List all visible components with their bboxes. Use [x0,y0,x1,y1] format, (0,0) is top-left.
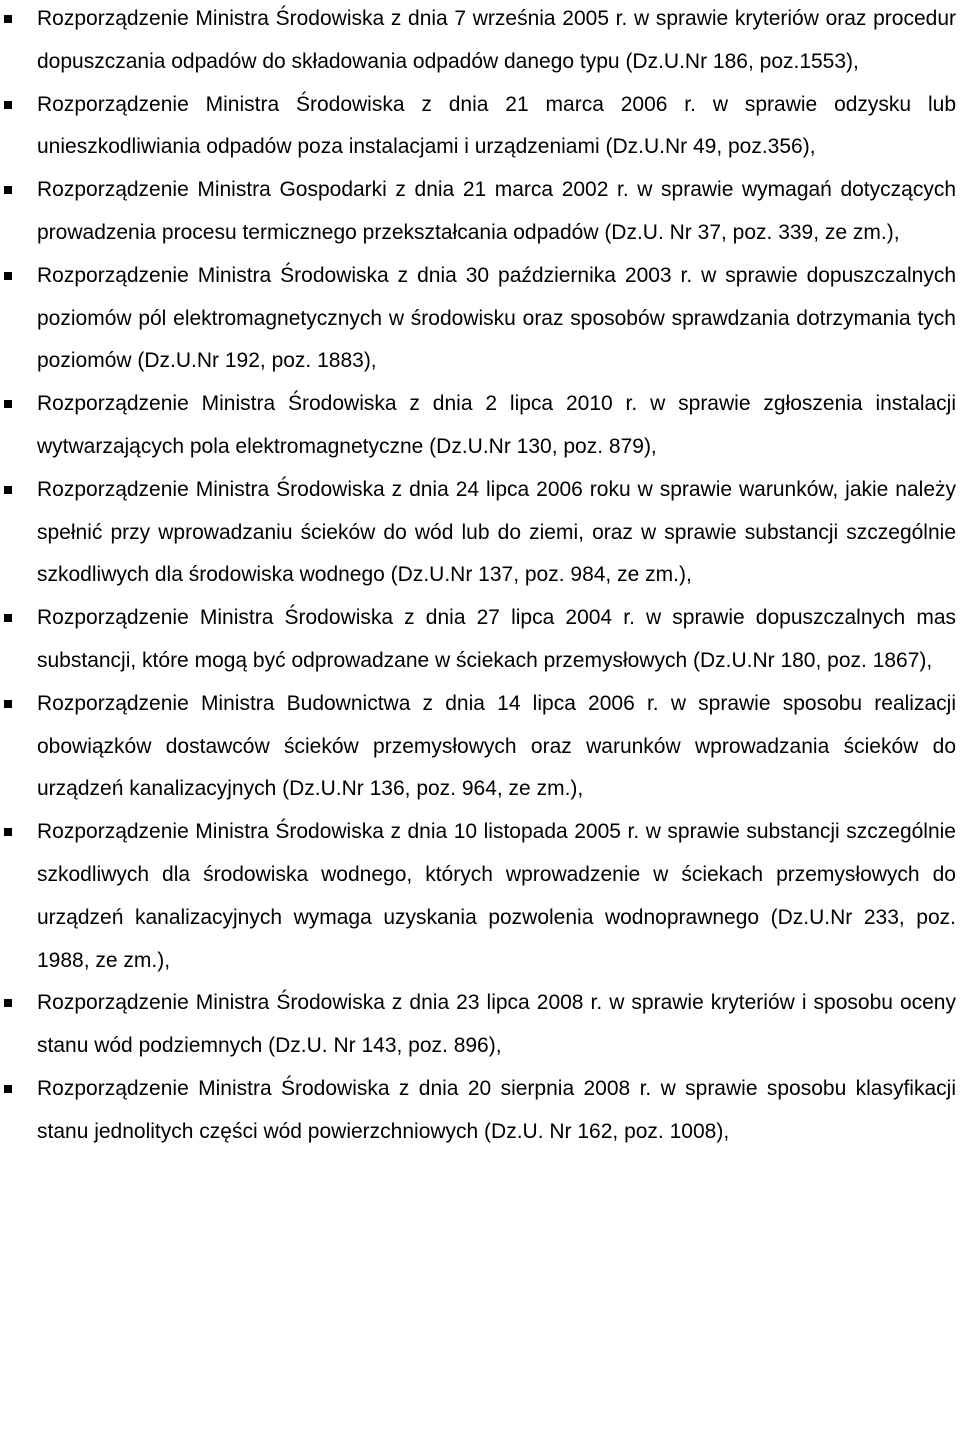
list-item [37,255,956,383]
list-item [37,597,956,683]
list-item [37,683,956,811]
bullet-icon [4,1085,12,1093]
list-item-text: Rozporządzenie Ministra Środowiska z dnia 30 października 2003 r. w sprawie dopuszczalnych poziomów pól elektromagnetycznych w środowisku oraz sposobów sprawdzania dotrzymania tych poziomów (Dz.U.Nr 192, poz. 1883), [37,263,956,373]
list-item-text: Rozporządzenie Ministra Środowiska z dnia 2 lipca 2010 r. w sprawie zgłoszenia instalacji wytwarzających pola elektromagnetyczne (Dz.U.Nr 130, poz. 879), [37,392,956,458]
bullet-icon [4,400,12,408]
list-item-text: Rozporządzenie Ministra Środowiska z dnia 23 lipca 2008 r. w sprawie kryteriów i sposobu oceny stanu wód podziemnych (Dz.U. Nr 143, poz. 896), [37,991,956,1058]
bullet-icon [4,700,12,708]
bullet-icon [4,101,12,109]
bullet-icon [4,272,12,280]
list-item-text: Rozporządzenie Ministra Środowiska z dnia 21 marca 2006 r. w sprawie odzysku lub unieszkodliwiania odpadów poza instalacjami i urządzeniami (Dz.U.Nr 49, poz.356), [37,92,956,159]
list-item [37,982,956,1068]
list-item [37,1068,956,1154]
list-item [37,0,956,84]
list-item-text: Rozporządzenie Ministra Budownictwa z dnia 14 lipca 2006 r. w sprawie sposobu realizacji obowiązków dostawców ścieków przemysłowych oraz warunków wprowadzania ścieków do urządzeń kanalizacyjnych (Dz.U.Nr 136, poz. 964, ze zm.), [37,691,956,801]
list-item-text: Rozporządzenie Ministra Środowiska z dnia 7 września 2005 r. w sprawie kryteriów oraz procedur dopuszczania odpadów do składowania odpadów danego typu (Dz.U.Nr 186, poz.1553), [37,7,956,73]
list-item-text: Rozporządzenie Ministra Środowiska z dnia 24 lipca 2006 roku w sprawie warunków, jakie należy spełnić przy wprowadzaniu ścieków do wód lub do ziemi, oraz w sprawie substancji szczególnie szkodliwych dla środowiska wodnego (Dz.U.Nr 137, poz. 984, ze zm.), [37,477,956,587]
bullet-icon [4,614,12,622]
bullet-icon [4,186,12,194]
list-item [37,84,956,170]
list-item [37,469,956,597]
bullet-icon [4,15,12,23]
regulation-list [37,0,956,1154]
bullet-icon [4,486,12,494]
list-item-text: Rozporządzenie Ministra Środowiska z dnia 10 listopada 2005 r. w sprawie substancji szczególnie szkodliwych dla środowiska wodnego, których wprowadzenie w ściekach przemysłowych do urządzeń kanalizacyjnych wymaga uzyskania pozwolenia wodnoprawnego (Dz.U.Nr 233, poz. 1988, ze zm.), [37,820,956,972]
list-item-text: Rozporządzenie Ministra Środowiska z dnia 27 lipca 2004 r. w sprawie dopuszczalnych mas substancji, które mogą być odprowadzane w ściekach przemysłowych (Dz.U.Nr 180, poz. 1867), [37,606,956,672]
list-item [37,811,956,982]
list-item-text: Rozporządzenie Ministra Środowiska z dnia 20 sierpnia 2008 r. w sprawie sposobu klasyfikacji stanu jednolitych części wód powierzchniowych (Dz.U. Nr 162, poz. 1008), [37,1076,956,1143]
bullet-icon [4,999,12,1007]
bullet-icon [4,828,12,836]
list-item [37,383,956,469]
list-item-text: Rozporządzenie Ministra Gospodarki z dnia 21 marca 2002 r. w sprawie wymagań dotyczących prowadzenia procesu termicznego przekształcania odpadów (Dz.U. Nr 37, poz. 339, ze zm.), [37,178,956,244]
list-item [37,169,956,255]
